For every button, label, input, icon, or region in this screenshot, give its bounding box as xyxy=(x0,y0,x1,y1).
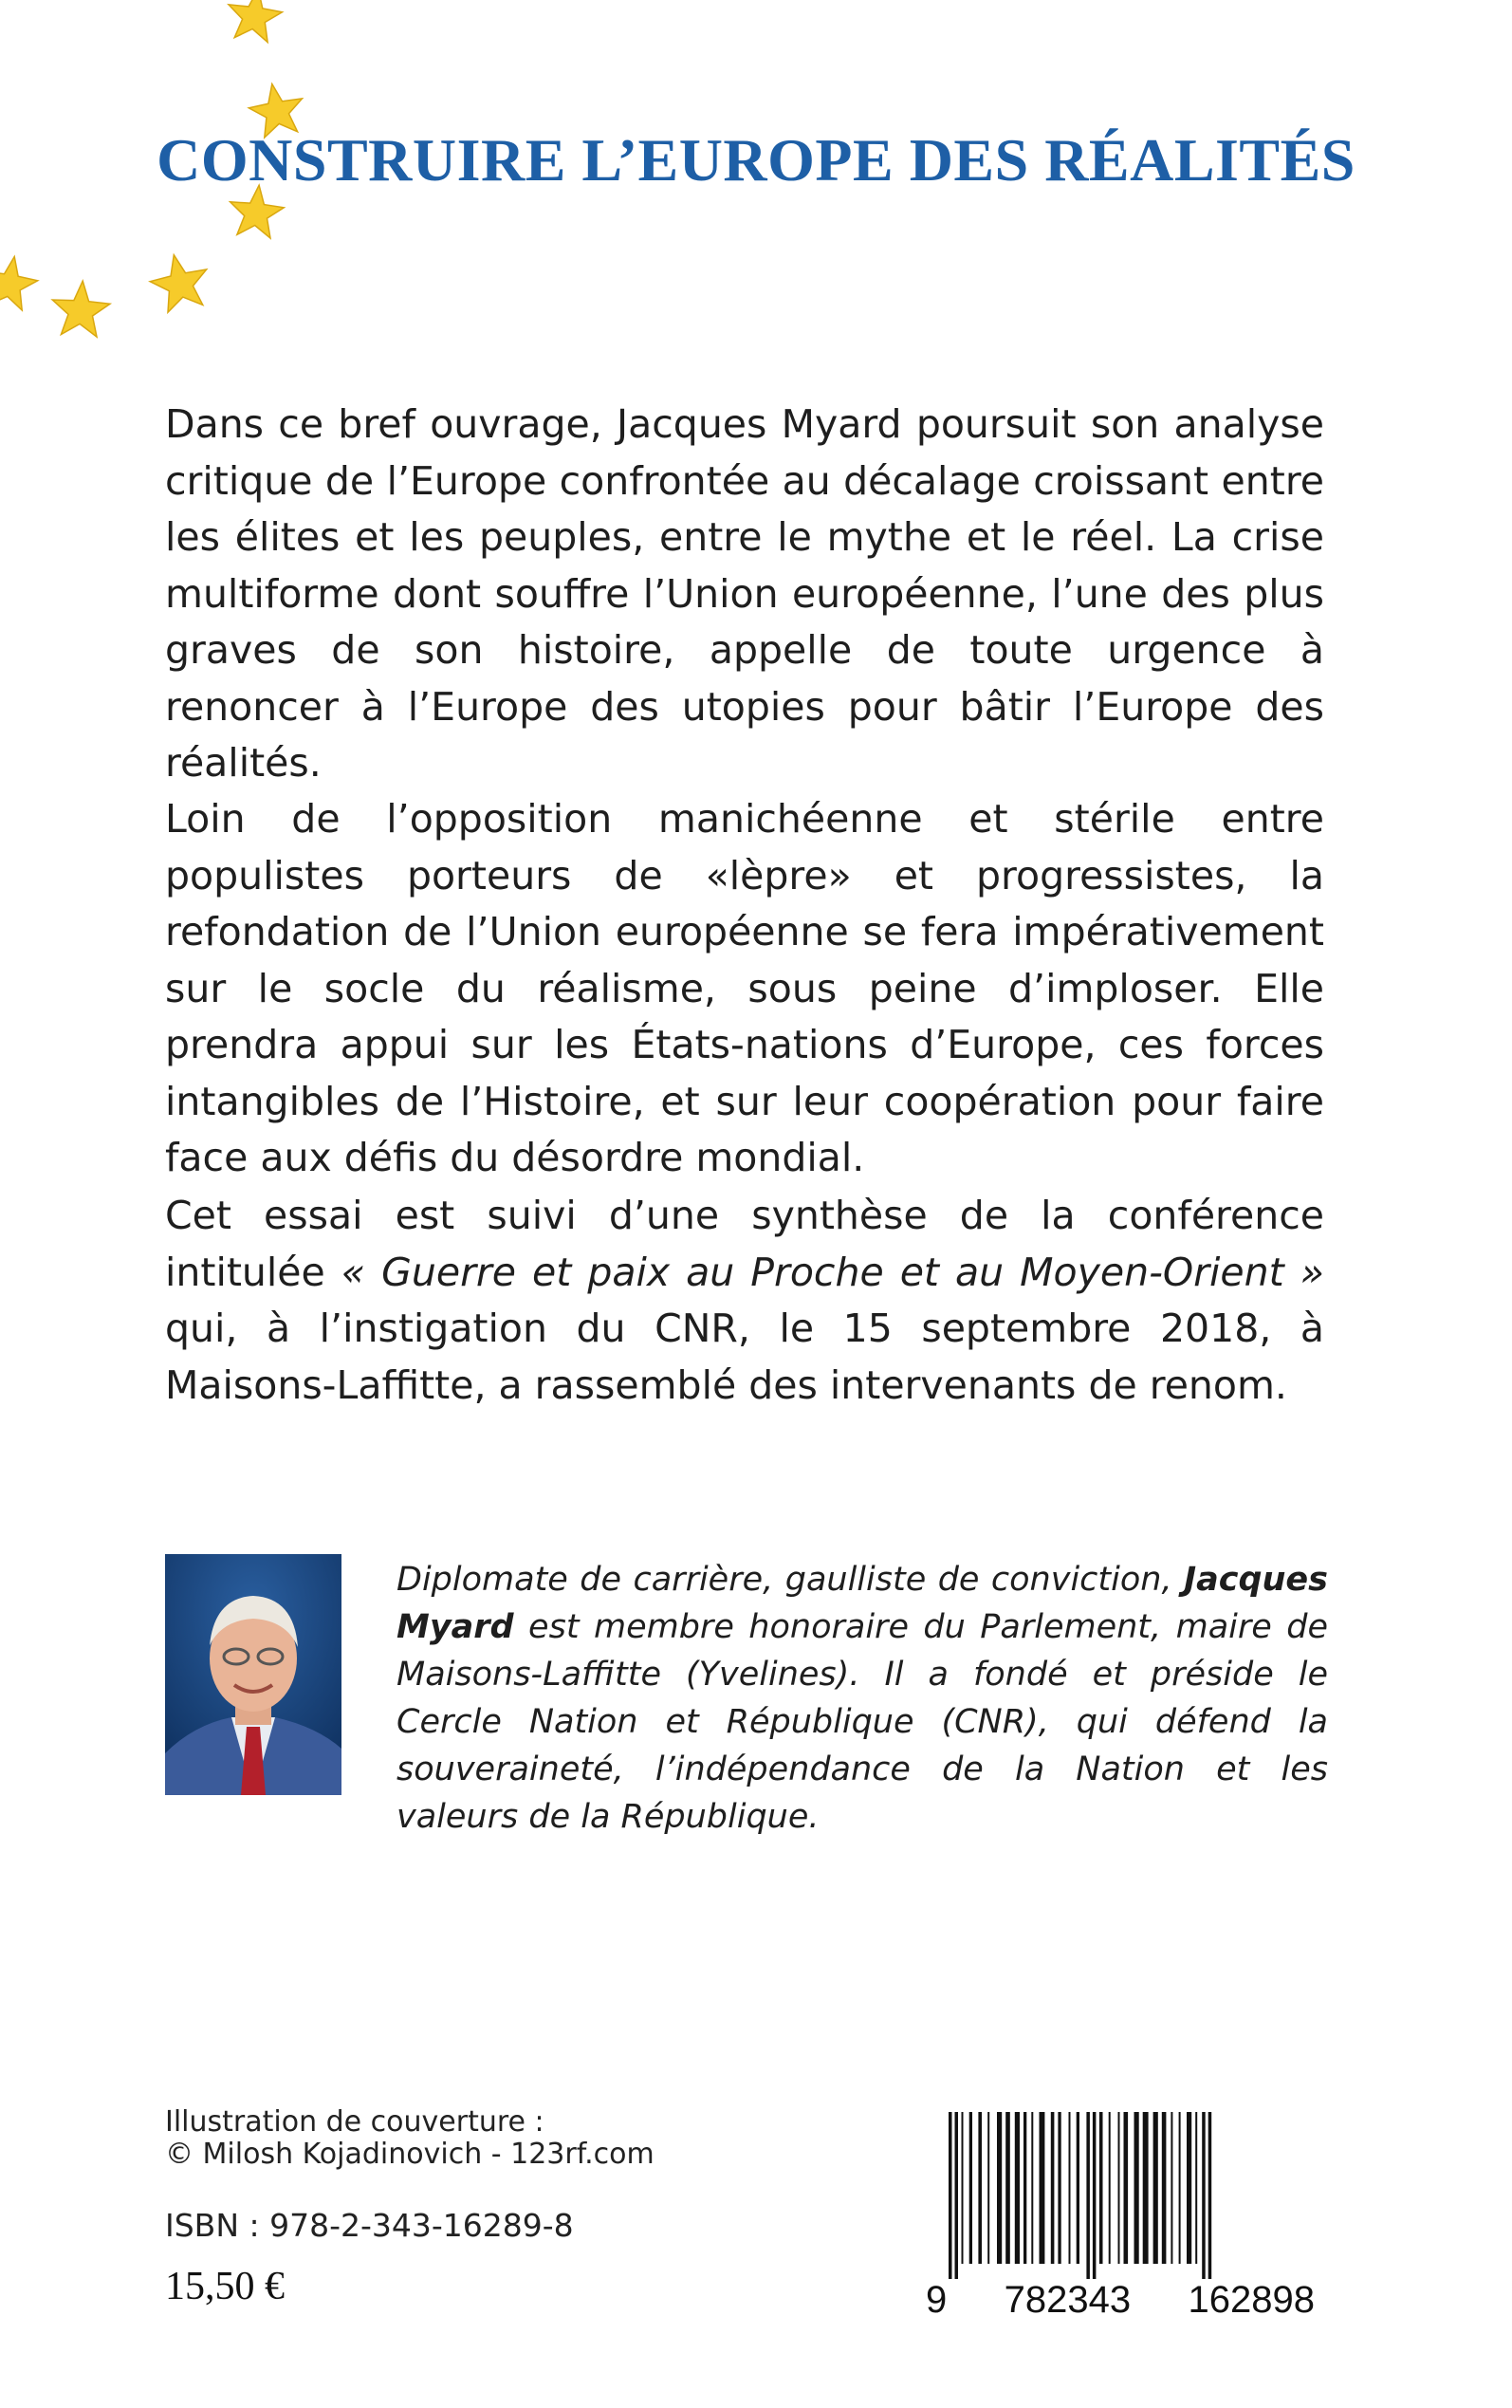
star-icon xyxy=(52,281,110,337)
barcode-bar xyxy=(1051,2112,1055,2264)
barcode-bar xyxy=(1187,2112,1191,2264)
barcode-bar xyxy=(1093,2112,1097,2279)
barcode-bar xyxy=(1031,2112,1033,2264)
summary-paragraph-3 xyxy=(165,1188,1324,1414)
paragraph-3-intro: Cet essai est suivi d’une synthèse de la conférence intitulée xyxy=(165,1193,1324,1295)
conference-title: « Guerre et paix au Proche et au Moyen-Orient » xyxy=(341,1249,1324,1295)
barcode-bar xyxy=(1153,2112,1158,2264)
barcode-bar xyxy=(1134,2112,1139,2264)
author-bio xyxy=(396,1556,1328,1841)
book-title: CONSTRUIRE L’EUROPE DES RÉALITÉS xyxy=(157,126,1355,194)
price: 15,50 € xyxy=(165,2265,285,2308)
author-photo xyxy=(165,1554,341,1795)
barcode-bar xyxy=(997,2112,1002,2264)
barcode-bar xyxy=(987,2112,989,2264)
barcode-bar xyxy=(1124,2112,1129,2264)
illustration-credit-label: Illustration de couverture : xyxy=(165,2105,544,2139)
barcode-lead-digit: 9 xyxy=(926,2279,948,2321)
barcode-bar xyxy=(1099,2112,1103,2264)
illustration-credit: © Milosh Kojadinovich - 123rf.com xyxy=(165,2138,655,2171)
barcode-bar xyxy=(1040,2112,1045,2264)
barcode-bar xyxy=(1069,2112,1071,2264)
barcode-bar xyxy=(1015,2112,1020,2264)
barcode-bar xyxy=(1202,2112,1206,2279)
barcode-bar xyxy=(969,2112,972,2264)
barcode-bar xyxy=(955,2112,959,2279)
summary-paragraph-1: Dans ce bref ouvrage, Jacques Myard poursuit son analyse critique de l’Europe confrontée au décalage croissant entre les élites et les peuples, entre le mythe et le réel. La crise multiforme dont souffre l’Union européenne, l’une des plus graves de son histoire, appelle de toute urgence à renoncer à l’Europe des utopies pour bâtir l’Europe des réalités. xyxy=(165,401,1324,786)
barcode-digits-group-2: 162898 xyxy=(1188,2279,1315,2321)
barcode xyxy=(926,2112,1315,2323)
barcode-bar xyxy=(1195,2112,1197,2264)
barcode-bar xyxy=(1058,2112,1060,2264)
barcode-bar xyxy=(1077,2112,1079,2264)
star-icon xyxy=(0,257,38,311)
bio-after: est membre honoraire du Parlement, maire de Maisons-Laffitte (Yvelines). Il a fondé et préside le Cercle Nation et République (CNR), qui défend la souveraineté, l’indépendance de la Nation et les valeurs de la République. xyxy=(396,1608,1328,1836)
star-icon xyxy=(229,0,283,43)
paragraph-3-rest: qui, à l’instigation du CNR, le 15 septembre 2018, à Maisons-Laffitte, a rassemblé des intervenants de renom. xyxy=(165,1306,1324,1408)
barcode-bar xyxy=(1208,2112,1212,2279)
isbn: ISBN : 978-2-343-16289-8 xyxy=(165,2207,574,2244)
bio-before: Diplomate de carrière, gaulliste de conviction, xyxy=(396,1561,1172,1599)
barcode-bar xyxy=(1179,2112,1181,2264)
barcode-bar xyxy=(1118,2112,1120,2264)
barcode-bar xyxy=(962,2112,964,2264)
summary-paragraph-2: Loin de l’opposition manichéenne et stérile entre populistes porteurs de «lèpre» et progressistes, la refondation de l’Union européenne se fera impérativement sur le socle du réalisme, sous peine d’imploser. Elle prendra appui sur les États-nations d’Europe, ces forces intangibles de l’Histoire, et sur leur coopération pour faire face aux défis du désordre mondial. xyxy=(165,796,1324,1180)
barcode-bar xyxy=(1005,2112,1010,2264)
barcode-bar xyxy=(1162,2112,1167,2264)
barcode-bar xyxy=(1086,2112,1090,2279)
barcode-bar xyxy=(1109,2112,1111,2264)
barcode-bar xyxy=(1143,2112,1149,2264)
star-icon xyxy=(150,255,207,313)
barcode-bar xyxy=(949,2112,952,2279)
barcode-bar xyxy=(1171,2112,1172,2264)
barcode-digits-group-1: 782343 xyxy=(1004,2279,1132,2321)
author-name: Jacques Myard xyxy=(396,1561,1328,1646)
barcode-bar xyxy=(978,2112,982,2264)
barcode-bar xyxy=(1023,2112,1026,2264)
